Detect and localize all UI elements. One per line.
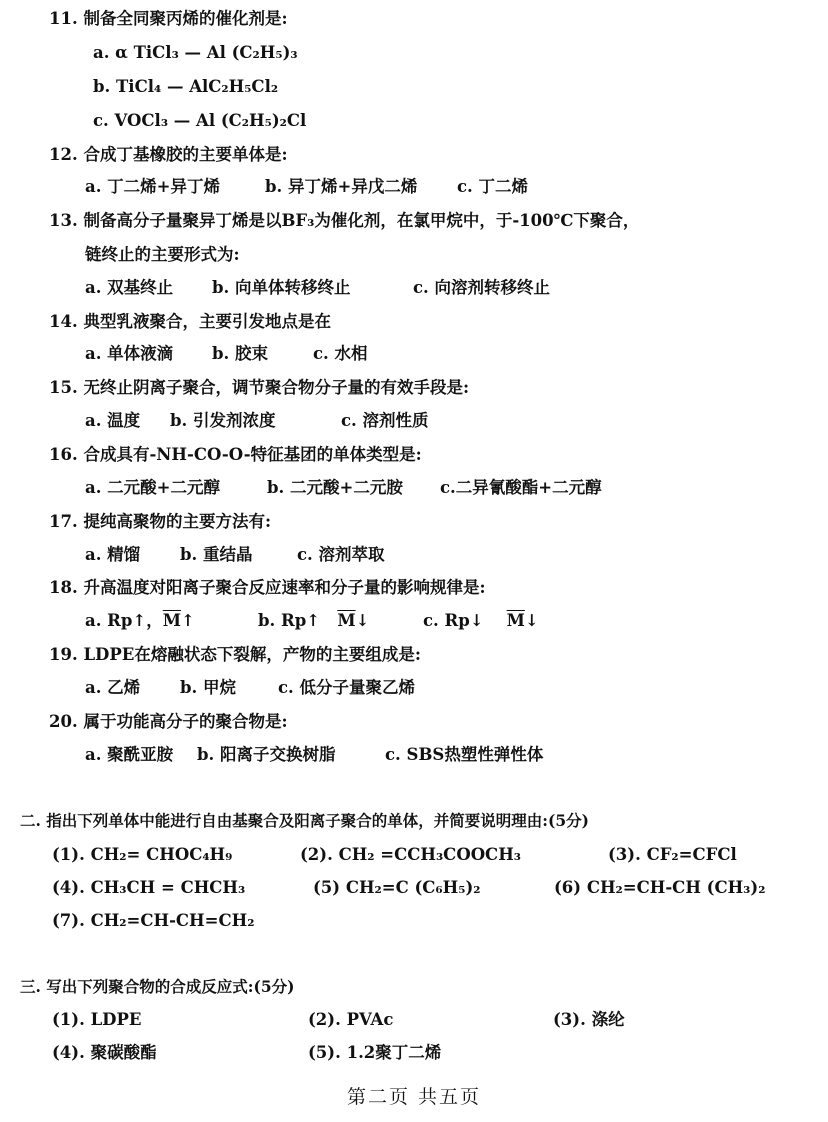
polymer-1: (1). LDPE — [52, 1010, 142, 1029]
question-15-option-b: b. 引发剂浓度 — [170, 411, 276, 430]
question-12-stem: 12. 合成丁基橡胶的主要单体是: — [49, 145, 288, 164]
question-17-option-b: b. 重结晶 — [180, 545, 253, 564]
monomer-2: (2). CH₂ =CCH₃COOCH₃ — [300, 845, 522, 864]
question-16-option-a: a. 二元酸+二元醇 — [85, 478, 221, 497]
question-11-option-c: c. VOCl₃ — Al (C₂H₅)₂Cl — [93, 111, 307, 130]
question-15-option-a: a. 温度 — [85, 411, 141, 430]
question-20-option-b: b. 阳离子交换树脂 — [197, 745, 336, 764]
question-11-stem: 11. 制备全同聚丙烯的催化剂是: — [49, 9, 288, 28]
option-c-molecular-weight: $\overline{M}$ — [506, 611, 525, 630]
question-19-option-b: b. 甲烷 — [180, 678, 237, 697]
question-14-option-a: a. 单体液滴 — [85, 344, 174, 363]
option-c-rate: c. Rp↓ — [423, 611, 484, 630]
monomer-4: (4). CH₃CH = CHCH₃ — [52, 878, 246, 897]
question-14-option-c: c. 水相 — [313, 344, 368, 363]
question-15-stem: 15. 无终止阴离子聚合，调节聚合物分子量的有效手段是: — [49, 378, 470, 397]
polymer-5: (5). 1.2聚丁二烯 — [308, 1043, 442, 1062]
question-19-stem: 19. LDPE在熔融状态下裂解，产物的主要组成是: — [49, 645, 421, 664]
question-13-option-a: a. 双基终止 — [85, 278, 174, 297]
polymer-4: (4). 聚碳酸酯 — [52, 1043, 157, 1062]
question-20-option-a: a. 聚酰亚胺 — [85, 745, 174, 764]
question-19-option-a: a. 乙烯 — [85, 678, 141, 697]
question-12-option-b: b. 异丁烯+异戊二烯 — [265, 177, 418, 196]
option-a-arrow: ↑ — [181, 611, 195, 630]
question-14-stem: 14. 典型乳液聚合，主要引发地点是在 — [49, 312, 331, 331]
question-13-stem-line2: 链终止的主要形式为: — [85, 245, 240, 264]
question-16-option-c: c.二异氰酸酯+二元醇 — [440, 478, 602, 497]
monomer-1: (1). CH₂= CHOC₄H₉ — [52, 845, 233, 864]
section-3-title: 三. 写出下列聚合物的合成反应式:(5分) — [20, 977, 295, 996]
option-a-molecular-weight: $\overline{M}$ — [162, 611, 182, 630]
option-c-arrow: ↓ — [524, 611, 539, 630]
page-number: 第二页 共五页 — [346, 1086, 482, 1108]
question-16-option-b: b. 二元酸+二元胺 — [267, 478, 403, 497]
question-20-option-c: c. SBS热塑性弹性体 — [385, 745, 544, 764]
question-18-stem: 18. 升高温度对阳离子聚合反应速率和分子量的影响规律是: — [49, 578, 486, 597]
question-16-stem: 16. 合成具有-NH-CO-O-特征基团的单体类型是: — [49, 445, 422, 464]
question-13-stem: 13. 制备高分子量聚异丁烯是以BF₃为催化剂，在氯甲烷中，于-100℃下聚合， — [49, 211, 640, 230]
question-15-option-c: c. 溶剂性质 — [341, 411, 429, 430]
question-20-stem: 20. 属于功能高分子的聚合物是: — [49, 712, 288, 731]
question-18-option-c — [423, 611, 539, 631]
question-18-option-b — [258, 611, 369, 631]
question-11-option-a: a. α TiCl₃ — Al (C₂H₅)₃ — [93, 43, 298, 62]
question-13-option-c: c. 向溶剂转移终止 — [413, 278, 551, 297]
monomer-3: (3). CF₂=CFCl — [608, 845, 737, 864]
monomer-5: (5) CH₂=C (C₆H₅)₂ — [313, 878, 481, 897]
question-13-option-b: b. 向单体转移终止 — [212, 278, 351, 297]
option-b-molecular-weight: $\overline{M}$ — [337, 611, 356, 630]
question-12-option-c: c. 丁二烯 — [457, 177, 529, 196]
option-a-rate: a. Rp↑， — [85, 611, 163, 630]
question-17-option-a: a. 精馏 — [85, 545, 141, 564]
question-17-stem: 17. 提纯高聚物的主要方法有: — [49, 512, 272, 531]
question-19-option-c: c. 低分子量聚乙烯 — [278, 678, 416, 697]
polymer-2: (2). PVAc — [308, 1010, 394, 1029]
option-b-rate: b. Rp↑ — [258, 611, 321, 630]
polymer-3: (3). 涤纶 — [553, 1010, 625, 1029]
monomer-6: (6) CH₂=CH-CH (CH₃)₂ — [554, 878, 766, 897]
question-17-option-c: c. 溶剂萃取 — [297, 545, 385, 564]
question-18-option-a — [85, 611, 195, 631]
question-12-option-a: a. 丁二烯+异丁烯 — [85, 177, 221, 196]
monomer-7: (7). CH₂=CH-CH=CH₂ — [52, 911, 255, 930]
option-b-arrow: ↓ — [355, 611, 370, 630]
section-2-title: 二. 指出下列单体中能进行自由基聚合及阳离子聚合的单体，并简要说明理由:(5分) — [20, 811, 589, 830]
question-14-option-b: b. 胶束 — [212, 344, 269, 363]
question-11-option-b: b. TiCl₄ — AlC₂H₅Cl₂ — [93, 77, 279, 96]
